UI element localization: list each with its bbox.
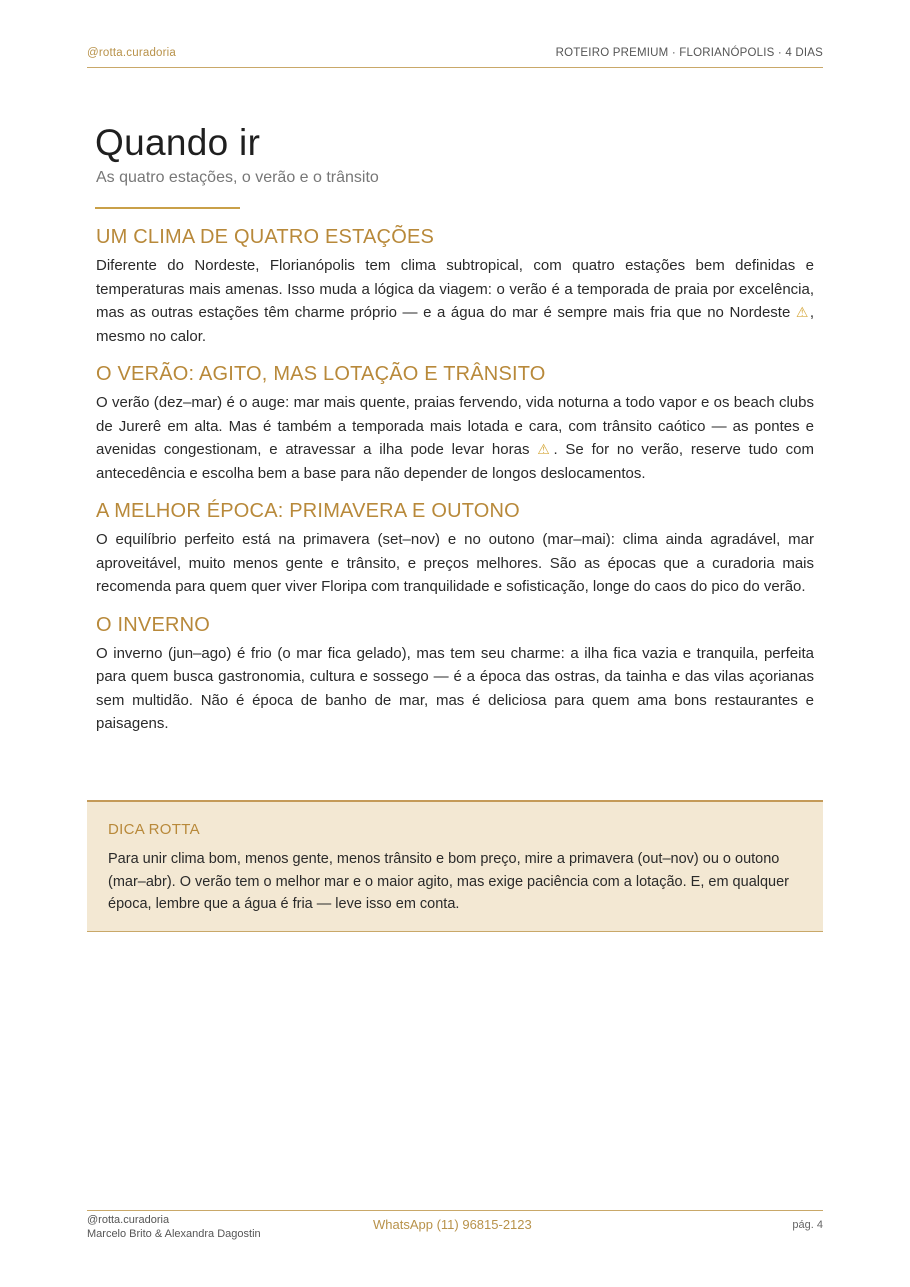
tip-text: Para unir clima bom, menos gente, menos trânsito e bom preço, mire a primavera (out–nov) ou o outono (mar–abr). O verão tem o melhor mar e o maior agito, mas exige paciência com a lotação. E, em qualquer época, lembre que a água é fria — leve isso em conta. (108, 851, 789, 912)
section-heading: O VERÃO: AGITO, MAS LOTAÇÃO E TRÂNSITO (96, 363, 546, 385)
section-paragraph: O equilíbrio perfeito está na primavera (set–nov) e no outono (mar–mai): clima ainda agradável, mar aproveitável, muito menos gente e trânsito, e preços melhores. São as épocas que a curadoria mais recomenda para quem quer viver Floripa com tranquilidade e sofisticação, longe do caos do pico do verão. (96, 531, 814, 595)
footer-whatsapp-contact: WhatsApp (11) 96815-2123 (373, 1217, 532, 1232)
section-climate (96, 224, 814, 348)
header-handle: @rotta.curadoria (87, 47, 177, 59)
main-content (96, 224, 814, 749)
page-number: pág. 4 (792, 1219, 823, 1231)
paragraph-text: , mesmo no calor. (96, 304, 814, 345)
section-paragraph (96, 254, 814, 348)
page-title: Quando ir (95, 122, 261, 163)
paragraph-text: Diferente do Nordeste, Florianópolis tem clima subtropical, com quatro estações bem definidas e temperaturas mais amenas. Isso muda a lógica da viagem: o verão é a temporada de praia por excelência, mas as outras estações têm charme próprio — e a água do mar é sempre mais fria que no Nordeste (96, 257, 814, 321)
warning-icon: ⚠ (795, 304, 810, 320)
footer-handle: @rotta.curadoria (87, 1214, 170, 1226)
section-heading: UM CLIMA DE QUATRO ESTAÇÕES (96, 226, 435, 248)
paragraph-text: . Se for no verão, reserve tudo com antecedência e escolha bem a base para não depender de longos deslocamentos. (96, 441, 814, 482)
paragraph-text: O verão (dez–mar) é o auge: mar mais quente, praias fervendo, vida noturna a todo vapor e os beach clubs de Jurerê em alta. Mas é também a temporada mais lotada e cara, com trânsito caótico — as pontes e avenidas congestionam, e atravessar a ilha pode levar horas (96, 394, 814, 458)
warning-icon: ⚠ (537, 441, 554, 457)
section-best-season (96, 498, 814, 599)
page-subtitle: As quatro estações, o verão e o trânsito (96, 169, 379, 186)
section-paragraph: O inverno (jun–ago) é frio (o mar fica gelado), mas tem seu charme: a ilha fica vazia e tranquila, perfeita para quem busca gastronomia, cultura e sossego — é a época das ostras, da tainha e das vilas açorianas sem multidão. Não é época de banho de mar, mas é deliciosa para quem ama bons restaurantes e paisagens. (96, 644, 814, 732)
footer-credits (87, 1213, 261, 1241)
section-heading: A MELHOR ÉPOCA: PRIMAVERA E OUTONO (96, 500, 520, 522)
page-footer (87, 1210, 823, 1245)
section-summer (96, 361, 814, 485)
tip-box (87, 800, 823, 932)
footer-authors: Marcelo Brito & Alexandra Dagostin (87, 1228, 261, 1240)
section-heading: O INVERNO (96, 613, 211, 636)
header-title: ROTEIRO PREMIUM · FLORIANÓPOLIS · 4 DIAS (555, 47, 823, 59)
title-divider (95, 207, 240, 209)
page-header (87, 44, 823, 68)
section-paragraph (96, 391, 814, 485)
tip-title: DICA ROTTA (108, 821, 200, 838)
section-winter (96, 612, 814, 736)
